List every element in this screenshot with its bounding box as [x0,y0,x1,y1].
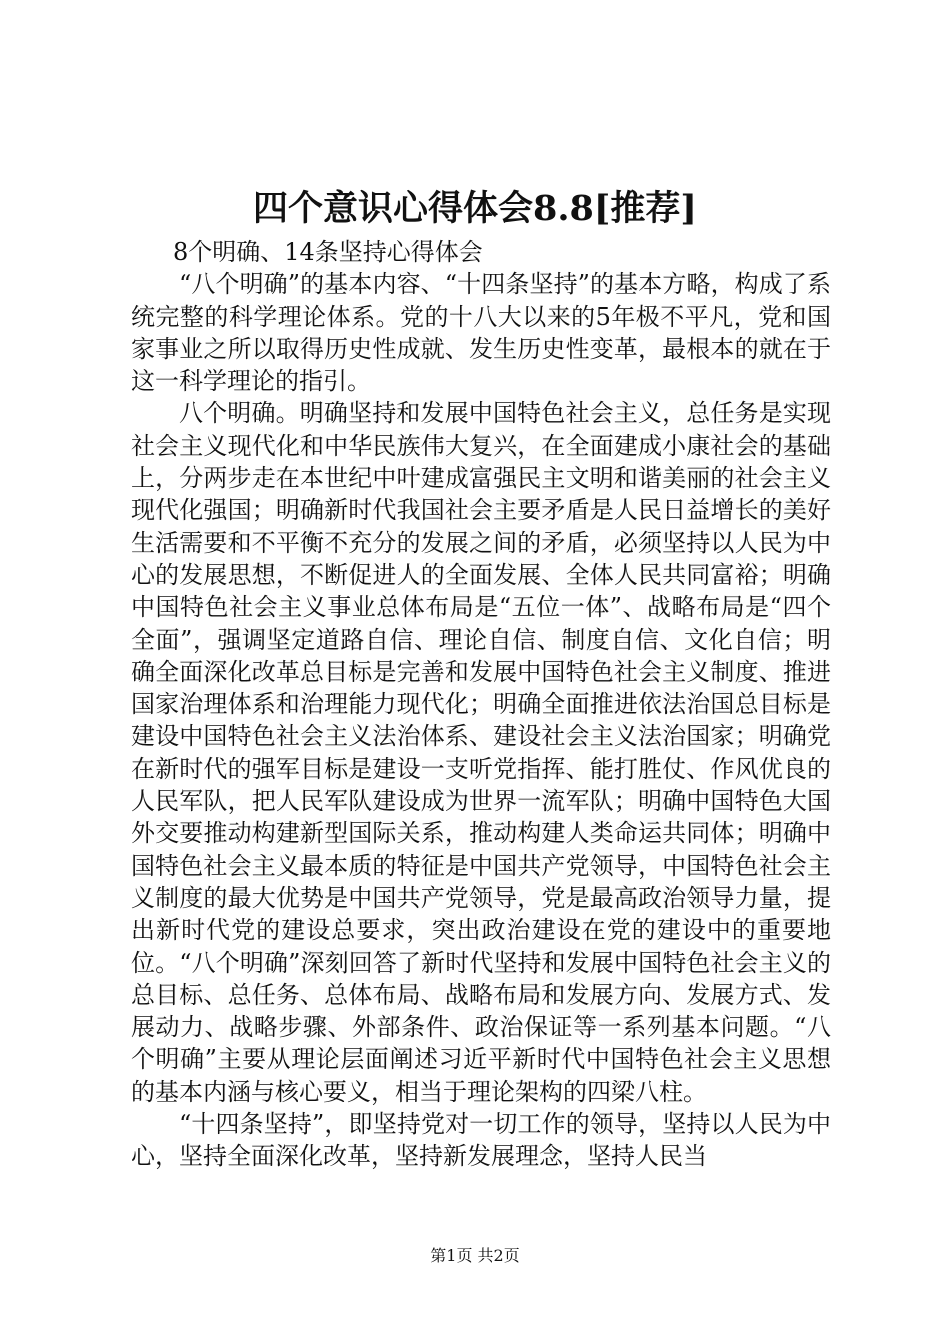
document-body [131,236,831,1173]
paragraph-eight-clarifications: 八个明确。明确坚持和发展中国特色社会主义，总任务是实现社会主义现代化和中华民族伟大复兴，在全面建成小康社会的基础上，分两步走在本世纪中叶建成富强民主文明和谐美丽的社会主义现代化强国；明确新时代我国社会主要矛盾是人民日益增长的美好生活需要和不平衡不充分的发展之间的矛盾，必须坚持以人民为中心的发展思想，不断促进人的全面发展、全体人民共同富裕；明确中国特色社会主义事业总体布局是“五位一体”、战略布局是“四个全面”，强调坚定道路自信、理论自信、制度自信、文化自信；明确全面深化改革总目标是完善和发展中国特色社会主义制度、推进国家治理体系和治理能力现代化；明确全面推进依法治国总目标是建设中国特色社会主义法治体系、建设社会主义法治国家；明确党在新时代的强军目标是建设一支听党指挥、能打胜仗、作风优良的人民军队，把人民军队建设成为世界一流军队；明确中国特色大国外交要推动构建新型国际关系，推动构建人类命运共同体；明确中国特色社会主义最本质的特征是中国共产党领导，中国特色社会主义制度的最大优势是中国共产党领导，党是最高政治领导力量，提出新时代党的建设总要求，突出政治建设在党的建设中的重要地位。“八个明确”深刻回答了新时代坚持和发展中国特色社会主义的总目标、总任务、总体布局、战略布局和发展方向、发展方式、发展动力、战略步骤、外部条件、政治保证等一系列基本问题。“八个明确”主要从理论层面阐述习近平新时代中国特色社会主义思想的基本内涵与核心要义，相当于理论架构的四梁八柱。 [131,399,831,1106]
page-footer: 第1页 共2页 [430,1246,520,1265]
document-title: 四个意识心得体会8.8[推荐] [252,188,697,229]
paragraph-fourteen-commitments: “十四条坚持”，即坚持党对一切工作的领导，坚持以人民为中心，坚持全面深化改革，坚持新发展理念，坚持人民当 [131,1110,831,1171]
paragraph-intro: “八个明确”的基本内容、“十四条坚持”的基本方略，构成了系统完整的科学理论体系。党的十八大以来的5年极不平凡，党和国家事业之所以取得历史性成就、发生历史性变革，最根本的就在于这一科学理论的指引。 [131,270,831,396]
document-subtitle: 8个明确、14条坚持心得体会 [173,238,483,266]
